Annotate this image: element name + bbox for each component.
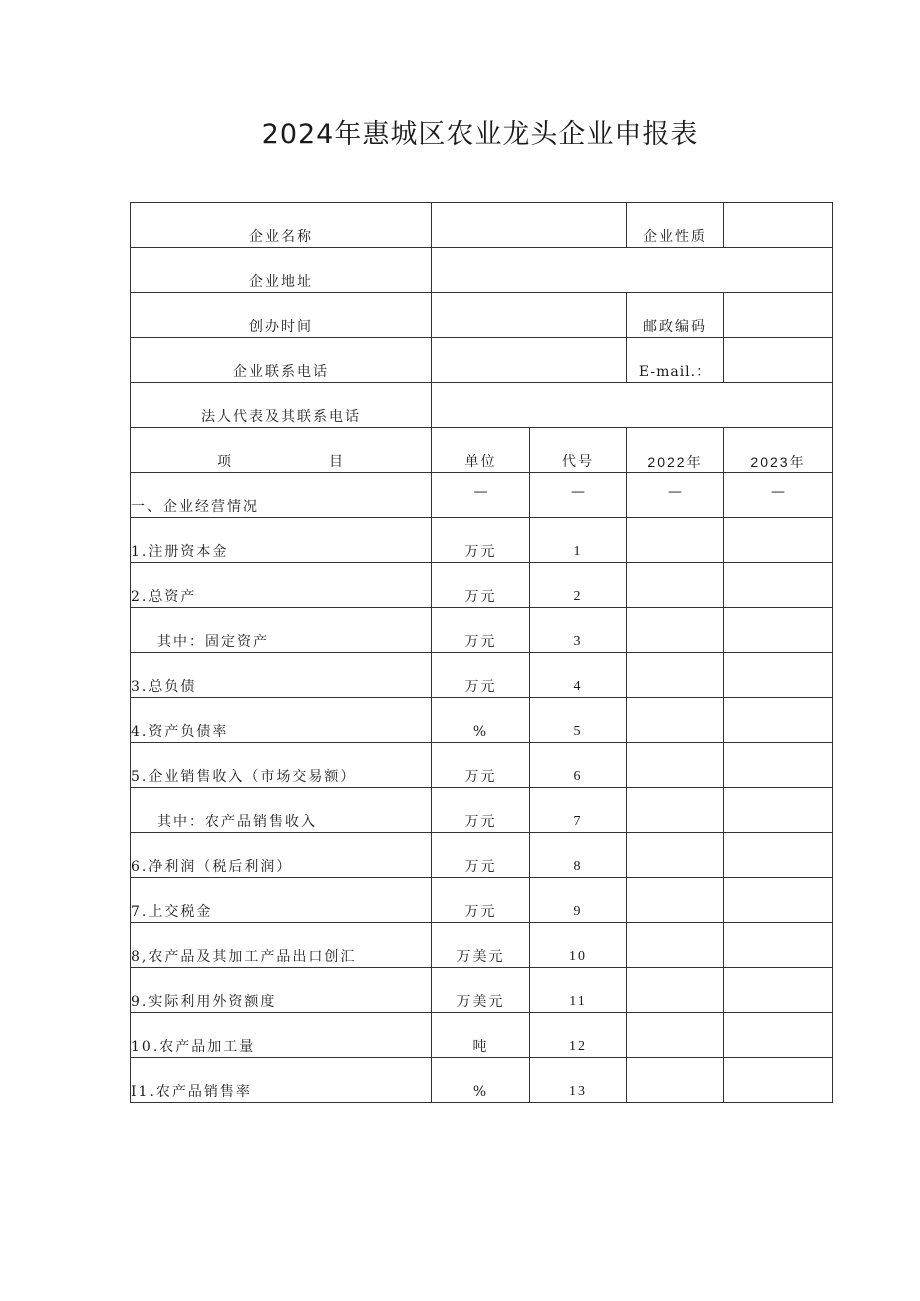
value-2022-field[interactable] (627, 608, 724, 653)
row-unit: 万元 (432, 563, 530, 608)
value-2022-field[interactable] (627, 923, 724, 968)
row-code: 6 (530, 743, 627, 788)
value-2023-field[interactable] (724, 833, 833, 878)
value-2023-field[interactable] (724, 923, 833, 968)
table-row (131, 563, 833, 608)
legal-rep-field[interactable] (432, 383, 833, 428)
row-label: 2.总资产 (131, 563, 432, 608)
table-row (131, 653, 833, 698)
value-2022-field[interactable] (627, 1013, 724, 1058)
value-2023-field[interactable] (724, 608, 833, 653)
row-unit: 万元 (432, 833, 530, 878)
row-label: 5.企业销售收入（市场交易额） (131, 743, 432, 788)
section-dash-unit: — (432, 473, 530, 518)
row-unit: 万元 (432, 608, 530, 653)
section-dash-2023: — (724, 473, 833, 518)
row-unit: 万美元 (432, 968, 530, 1013)
row-label: 3.总负债 (131, 653, 432, 698)
row-label: 10.农产品加工量 (131, 1013, 432, 1058)
value-2023-field[interactable] (724, 968, 833, 1013)
value-2022-field[interactable] (627, 743, 724, 788)
postcode-field[interactable] (724, 293, 833, 338)
row-label: 8,农产品及其加工产品出口创汇 (131, 923, 432, 968)
section-row (131, 473, 833, 518)
value-2023-field[interactable] (724, 788, 833, 833)
value-2023-field[interactable] (724, 743, 833, 788)
header-unit: 单位 (432, 428, 530, 473)
legal-rep-row (131, 383, 833, 428)
row-unit: 万元 (432, 878, 530, 923)
row-unit: 万元 (432, 743, 530, 788)
row-label: 9.实际利用外资额度 (131, 968, 432, 1013)
row-unit: % (432, 698, 530, 743)
table-row (131, 698, 833, 743)
value-2022-field[interactable] (627, 788, 724, 833)
table-row (131, 608, 833, 653)
postcode-label: 邮政编码 (627, 293, 724, 338)
row-code: 7 (530, 788, 627, 833)
value-2023-field[interactable] (724, 518, 833, 563)
company-name-label: 企业名称 (131, 203, 432, 248)
section-label: 一、企业经营情况 (131, 473, 432, 518)
company-type-field[interactable] (724, 203, 833, 248)
row-label: 4.资产负债率 (131, 698, 432, 743)
value-2022-field[interactable] (627, 518, 724, 563)
section-dash-code: — (530, 473, 627, 518)
application-form-table (130, 202, 833, 1103)
phone-row (131, 338, 833, 383)
value-2023-field[interactable] (724, 1013, 833, 1058)
row-label: 6.净利润（税后利润） (131, 833, 432, 878)
row-code: 1 (530, 518, 627, 563)
company-name-row (131, 203, 833, 248)
header-year-2022: 2022年 (627, 428, 724, 473)
address-row (131, 248, 833, 293)
value-2023-field[interactable] (724, 698, 833, 743)
founded-label: 创办时间 (131, 293, 432, 338)
table-row (131, 518, 833, 563)
email-label: E-mail.： (627, 338, 724, 383)
row-unit: 吨 (432, 1013, 530, 1058)
table-row (131, 833, 833, 878)
company-name-field[interactable] (432, 203, 627, 248)
value-2022-field[interactable] (627, 878, 724, 923)
table-row (131, 788, 833, 833)
row-code: 12 (530, 1013, 627, 1058)
row-code: 9 (530, 878, 627, 923)
row-unit: 万元 (432, 788, 530, 833)
header-row (131, 428, 833, 473)
row-label: 1.注册资本金 (131, 518, 432, 563)
founded-field[interactable] (432, 293, 627, 338)
value-2022-field[interactable] (627, 1058, 724, 1103)
table-row (131, 968, 833, 1013)
founded-row (131, 293, 833, 338)
row-code: 13 (530, 1058, 627, 1103)
row-code: 8 (530, 833, 627, 878)
table-row (131, 923, 833, 968)
value-2022-field[interactable] (627, 563, 724, 608)
header-code: 代号 (530, 428, 627, 473)
page-title: 2024年惠城区农业龙头企业申报表 (261, 119, 699, 150)
table-row (131, 878, 833, 923)
value-2023-field[interactable] (724, 563, 833, 608)
row-code: 5 (530, 698, 627, 743)
table-row (131, 1058, 833, 1103)
legal-rep-label: 法人代表及其联系电话 (131, 383, 432, 428)
row-unit: 万美元 (432, 923, 530, 968)
section-dash-2022: — (627, 473, 724, 518)
value-2022-field[interactable] (627, 653, 724, 698)
value-2023-field[interactable] (724, 1058, 833, 1103)
table-row (131, 1013, 833, 1058)
phone-field[interactable] (432, 338, 627, 383)
row-code: 3 (530, 608, 627, 653)
header-item: 项 目 (131, 428, 432, 473)
row-unit: 万元 (432, 518, 530, 563)
row-label: 其中：固定资产 (131, 608, 432, 653)
table-row (131, 743, 833, 788)
value-2023-field[interactable] (724, 878, 833, 923)
value-2022-field[interactable] (627, 833, 724, 878)
value-2022-field[interactable] (627, 698, 724, 743)
header-year-2023: 2023年 (724, 428, 833, 473)
row-label: I1.农产品销售率 (131, 1058, 432, 1103)
row-label: 其中：农产品销售收入 (131, 788, 432, 833)
row-unit: 万元 (432, 653, 530, 698)
row-code: 4 (530, 653, 627, 698)
address-label: 企业地址 (131, 248, 432, 293)
email-field[interactable] (724, 338, 833, 383)
value-2022-field[interactable] (627, 968, 724, 1013)
value-2023-field[interactable] (724, 653, 833, 698)
address-field[interactable] (432, 248, 833, 293)
row-label: 7.上交税金 (131, 878, 432, 923)
row-code: 2 (530, 563, 627, 608)
company-type-label: 企业性质 (627, 203, 724, 248)
phone-label: 企业联系电话 (131, 338, 432, 383)
row-code: 10 (530, 923, 627, 968)
row-unit: % (432, 1058, 530, 1103)
row-code: 11 (530, 968, 627, 1013)
